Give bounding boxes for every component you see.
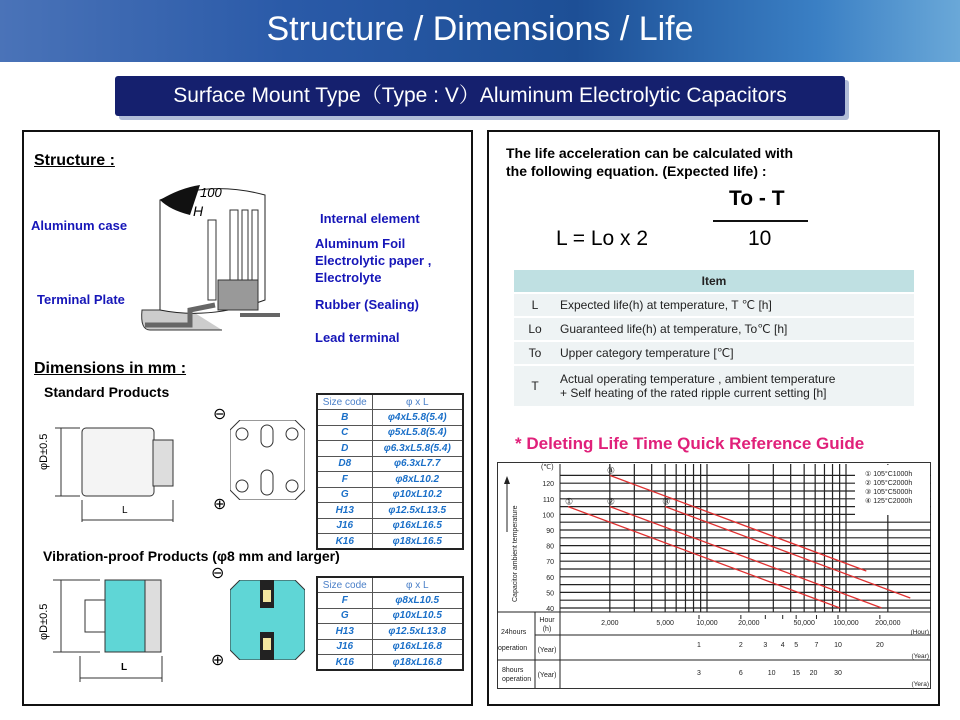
item-description: Expected life(h) at temperature, T ℃ [h] — [556, 294, 914, 316]
guide-title: * Deleting Life Time Quick Reference Guide — [515, 434, 865, 453]
year24-tick-label: 10 — [834, 642, 842, 649]
item-description: Upper category temperature [℃] — [556, 342, 914, 364]
year8-tick-label: 6 — [738, 670, 743, 677]
size-code: F — [317, 472, 372, 488]
label-lead-terminal: Lead terminal — [315, 330, 400, 345]
x-tick-label: 20,000 — [738, 620, 760, 627]
life-chart — [497, 462, 931, 689]
size-dimension: φ10xL10.2 — [372, 487, 463, 503]
marking-100: 100 — [200, 185, 222, 200]
table-row — [317, 410, 463, 426]
series-marker: ① — [565, 496, 574, 507]
y-tick-label: 80 — [546, 543, 554, 551]
table-row — [514, 318, 914, 340]
row-unit: Hour — [539, 617, 555, 624]
size-dimension: φ4xL5.8(5.4) — [372, 410, 463, 426]
legend-entry: ① 105°C1000h — [865, 471, 913, 478]
x-unit: (Hour) — [910, 629, 929, 636]
table-row — [317, 503, 463, 519]
legend-entry: ④ 125°C2000h — [865, 498, 913, 505]
x-tick-label: 5,000 — [656, 620, 674, 627]
table-row — [514, 366, 914, 406]
row-label-24h: 24hours — [501, 629, 527, 636]
table-row — [317, 456, 463, 472]
item-symbol: Lo — [514, 318, 556, 340]
size-code: D8 — [317, 456, 372, 472]
item-description: Actual operating temperature , ambient temperature + Self heating of the rated ripple current setting [h] — [556, 366, 914, 406]
year8-tick-label: 15 — [792, 670, 801, 677]
page-title: Structure / Dimensions / Life — [266, 10, 694, 48]
label-foil-list — [315, 235, 431, 286]
size-code: J16 — [317, 639, 372, 655]
table-row — [317, 639, 463, 655]
size-dimension: φ6.3xL5.8(5.4) — [372, 441, 463, 457]
dimensions-heading: Dimensions in mm : — [34, 360, 187, 377]
row-unit: (Year) — [537, 672, 557, 679]
column-header: Size code — [317, 577, 372, 593]
y-tick-label: 40 — [546, 606, 554, 613]
size-code: J16 — [317, 518, 372, 534]
series-marker: ④ — [606, 465, 615, 476]
equation-numerator: To - T — [729, 187, 785, 210]
y-tick-label: 60 — [546, 574, 554, 582]
year8-tick-label: 20 — [809, 670, 818, 677]
y-unit: (℃) — [541, 464, 554, 471]
y-axis-label: Capacitor ambient temperature — [512, 505, 519, 602]
size-dimension: φ10xL10.5 — [372, 608, 463, 624]
x-tick-label: 2,000 — [601, 620, 619, 627]
size-code: F — [317, 593, 372, 609]
year24-tick-label: 3 — [763, 642, 768, 649]
table-row — [317, 441, 463, 457]
table-header-row — [317, 394, 463, 410]
standard-heading: Standard Products — [44, 384, 170, 400]
dim-label-length: L — [122, 505, 128, 516]
table-row — [317, 487, 463, 503]
column-header: φ x L — [372, 394, 463, 410]
intro-text — [506, 144, 793, 180]
y-tick-label: 100 — [542, 512, 554, 520]
size-dimension: φ12.5xL13.5 — [372, 503, 463, 519]
year24-tick-label: 2 — [738, 642, 743, 649]
column-header: Size code — [317, 394, 372, 410]
vibration-dimension-drawing — [35, 570, 185, 690]
equation-denominator: 10 — [748, 227, 772, 250]
table-row — [317, 593, 463, 609]
size-dimension: φ18xL16.8 — [372, 655, 463, 671]
subtitle-box: Surface Mount Type（Type : V）Aluminum Electrolytic Capacitors — [115, 76, 845, 116]
vib-minus-icon: ⊖ — [211, 565, 225, 582]
vibration-heading: Vibration-proof Products (φ8 mm and larger) — [43, 548, 340, 564]
size-code: K16 — [317, 534, 372, 550]
label-paper: Electrolytic paper , — [315, 253, 432, 268]
row-label-8h: 8hours — [502, 667, 524, 674]
year24-tick-label: 20 — [875, 642, 884, 649]
item-symbol: T — [514, 366, 556, 406]
table-row — [317, 624, 463, 640]
table-row — [514, 342, 914, 364]
year24-tick-label: 1 — [697, 642, 701, 649]
row-label-operation: operation — [498, 645, 528, 652]
x-tick-label: 200,000 — [875, 620, 901, 627]
standard-size-table — [316, 393, 464, 550]
y-tick-label: 50 — [546, 590, 554, 598]
year24-tick-label: 5 — [794, 642, 799, 649]
label-internal-element: Internal element — [320, 211, 420, 226]
table-row — [514, 294, 914, 316]
table-row — [317, 425, 463, 441]
x-tick-label: 50,000 — [793, 620, 815, 627]
size-dimension: φ12.5xL13.8 — [372, 624, 463, 640]
table-row — [317, 472, 463, 488]
series-marker: ③ — [662, 496, 671, 507]
row-unit: (h) — [542, 626, 552, 633]
vib-plus-icon: ⊕ — [211, 652, 225, 669]
year24-tick-label: 4 — [780, 642, 785, 649]
capacitor-structure-illustration — [130, 180, 310, 340]
intro-line: the following equation. (Expected life) : — [506, 163, 767, 179]
table-row — [317, 518, 463, 534]
size-dimension: φ18xL16.5 — [372, 534, 463, 550]
y-tick-label: 110 — [542, 496, 554, 504]
year8-tick-label: 10 — [767, 670, 776, 677]
year8-tick-label: 30 — [834, 670, 842, 677]
dim-label-diameter: φD±0.5 — [38, 433, 50, 470]
item-description: Guaranteed life(h) at temperature, To℃ [h] — [556, 318, 914, 340]
legend-entry: ③ 105°C5000h — [865, 489, 913, 496]
size-dimension: φ8xL10.5 — [372, 593, 463, 609]
standard-bottom-view — [230, 420, 305, 500]
x-tick-label: 10,000 — [696, 620, 718, 627]
y-tick-label: 90 — [546, 528, 554, 535]
row-unit: (Year) — [537, 647, 557, 654]
marking-h: H — [193, 203, 204, 219]
row-label-8h: operation — [502, 676, 532, 683]
plus-icon: ⊕ — [213, 496, 227, 513]
size-dimension: φ8xL10.2 — [372, 472, 463, 488]
table-row — [317, 608, 463, 624]
vibration-bottom-view — [230, 580, 305, 660]
size-dimension: φ5xL5.8(5.4) — [372, 425, 463, 441]
equation-lhs: L = Lo x 2 — [556, 227, 649, 250]
legend-entry: ② 105°C2000h — [865, 480, 913, 487]
fraction-bar — [713, 220, 808, 222]
size-code: C — [317, 425, 372, 441]
item-table — [514, 268, 914, 408]
series-marker: ② — [606, 496, 615, 507]
label-rubber: Rubber (Sealing) — [315, 297, 420, 312]
size-code: K16 — [317, 655, 372, 671]
item-header: Item — [514, 270, 914, 292]
minus-icon: ⊖ — [213, 406, 227, 423]
item-symbol: L — [514, 294, 556, 316]
item-symbol: To — [514, 342, 556, 364]
size-dimension: φ16xL16.8 — [372, 639, 463, 655]
structure-heading: Structure : — [34, 152, 115, 169]
vibration-size-table — [316, 576, 464, 671]
size-code: H13 — [317, 624, 372, 640]
year8-unit: (Yera) — [911, 681, 929, 688]
size-dimension: φ16xL16.5 — [372, 518, 463, 534]
year24-unit: (Year) — [911, 653, 929, 660]
y-tick-label: 70 — [546, 559, 554, 567]
standard-dimension-drawing — [35, 410, 185, 540]
table-header-row — [317, 577, 463, 593]
size-code: G — [317, 608, 372, 624]
size-code: G — [317, 487, 372, 503]
size-code: D — [317, 441, 372, 457]
y-tick-label: 120 — [542, 481, 554, 489]
size-code: H13 — [317, 503, 372, 519]
intro-line: The life acceleration can be calculated with — [506, 145, 794, 161]
label-aluminum-case: Aluminum case — [31, 218, 128, 233]
size-code: B — [317, 410, 372, 426]
vib-dim-label-diameter: φD±0.5 — [38, 603, 50, 640]
year8-tick-label: 3 — [697, 670, 701, 677]
column-header: φ x L — [372, 577, 463, 593]
year24-tick-label: 7 — [814, 642, 819, 649]
label-terminal-plate: Terminal Plate — [37, 292, 125, 307]
label-foil: Aluminum Foil — [315, 236, 406, 251]
table-row — [317, 534, 463, 550]
vib-dim-label-length: L — [121, 662, 128, 673]
table-row — [317, 655, 463, 671]
label-electrolyte: Electrolyte — [315, 270, 382, 285]
size-dimension: φ6.3xL7.7 — [372, 456, 463, 472]
x-tick-label: 100,000 — [833, 620, 859, 627]
